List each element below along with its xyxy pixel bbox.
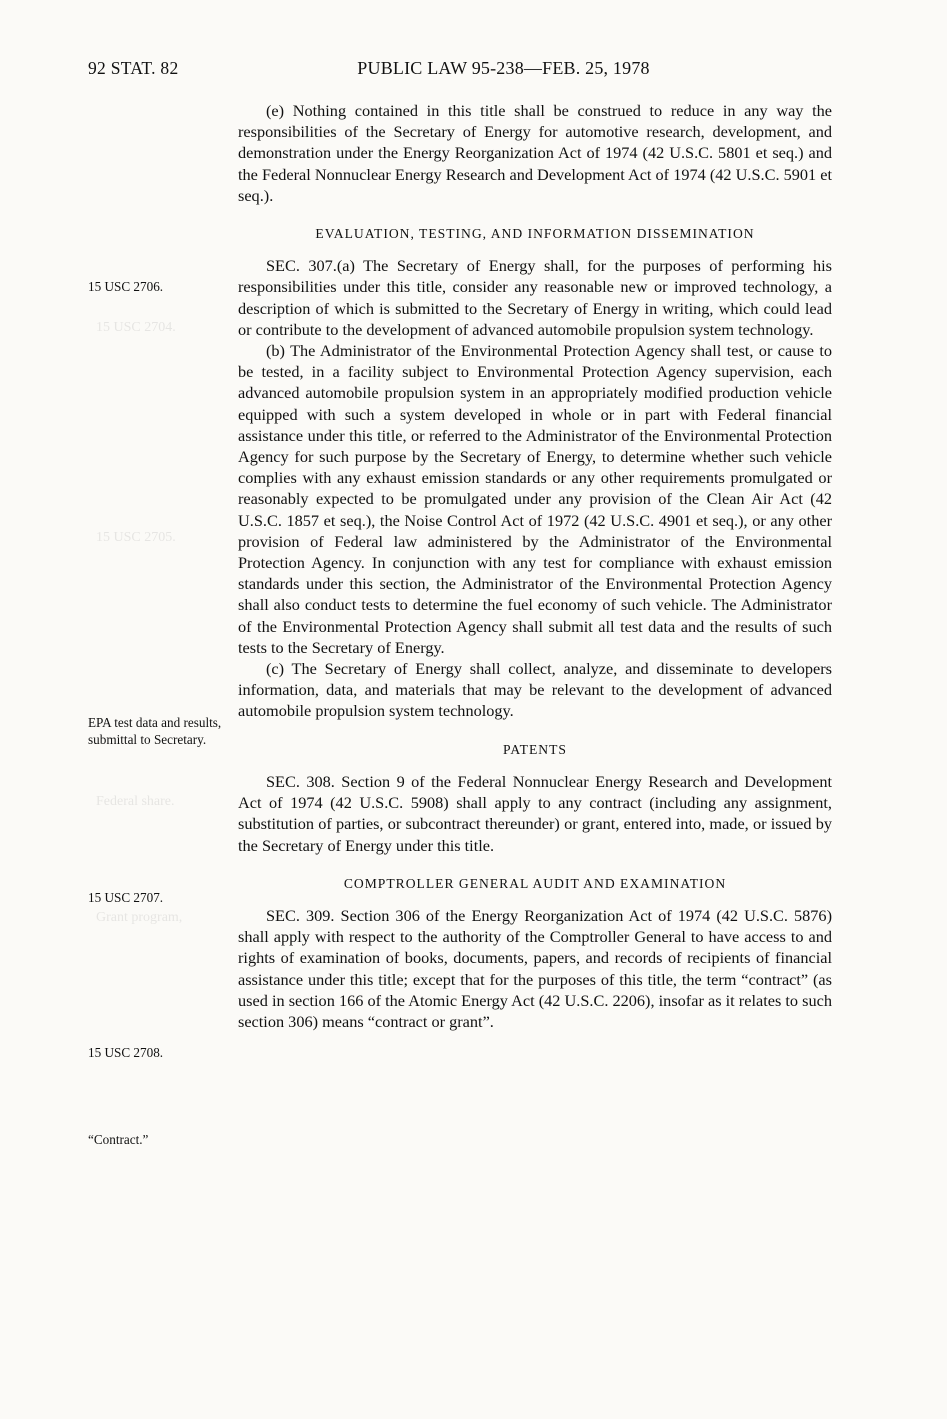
paragraph-e: (e) Nothing contained in this title shall be construed to reduce in any way the responsibilities of the Secretary of Energy for automotive research, development, and demonstration under the Energy Reorganization Act of 1974 (42 U.S.C. 5801 et seq.) and the Federal Nonnuclear Energy Research and Development Act of 1974 (42 U.S.C. 5901 et seq.). <box>238 101 832 205</box>
bleed-through-text: 15 USC 2704. <box>96 320 176 335</box>
paragraph-sec-309 <box>238 905 832 1032</box>
bleed-through-text: Federal share. <box>96 794 175 809</box>
paragraph-sec-307c: (c) The Secretary of Energy shall collect, analyze, and disseminate to developers information, data, and materials that may be relevant to the development of advanced automobile propulsion system technology. <box>238 659 832 721</box>
paragraph-sec-307b: (b) The Administrator of the Environmental Protection Agency shall test, or cause to be tested, in a facility subject to Environmental Protection Agency supervision, each advanced automobile propulsion system in an appropriately modified production vehicle equipped with such a system developed in whole or in part with Federal financial assistance under this title, or referred to the Administrator of the Environmental Protection Agency for such purpose by the Secretary of Energy, to determine whether such vehicle complies with any exhaust emission standards or any other requirements promulgated or reasonably expected to be promulgated under any provision of the Clean Air Act (42 U.S.C. 1857 et seq.), the Noise Control Act of 1972 (42 U.S.C. 4901 et seq.), or any other provision of Federal law administered by the Administrator of the Environmental Protection Agency. In conjunction with any test for compliance with exhaust emission standards under this section, the Administrator of the Environmental Protection Agency shall also conduct tests to determine the fuel economy of such vehicle. The Administrator of the Environmental Protection Agency shall submit all test data and the results of such tests to the Secretary of Energy. <box>238 341 832 657</box>
bleed-through-text: Grant program, <box>96 910 183 925</box>
section-heading-patents: PATENTS <box>503 741 567 757</box>
section-heading-comptroller: COMPTROLLER GENERAL AUDIT AND EXAMINATION <box>343 875 727 891</box>
sec-308-label: SEC. 308. <box>266 771 335 791</box>
bleed-through-text: 15 USC 2705. <box>96 530 176 545</box>
margin-note-15-usc-2708: 15 USC 2708. <box>88 1045 164 1060</box>
page-header <box>88 58 859 84</box>
margin-note-15-usc-2707: 15 USC 2707. <box>88 890 164 905</box>
sec-309-label: SEC. 309. <box>266 905 335 925</box>
paragraph-sec-307a <box>238 255 832 340</box>
statute-citation: 92 STAT. 82 <box>88 58 179 78</box>
paragraph-sec-308 <box>238 771 832 856</box>
sec-307-label: SEC. 307. <box>266 256 337 276</box>
sec-309-text: Section 306 of the Energy Reorganization Act of 1974 (42 U.S.C. 5876) shall apply with respect to the authority of the Comptroller General to have access to and rights of examination of books, documents, papers, and records of recipients of financial assistance under this title; except that for the purposes of this title, the term “contract” (as used in section 166 of the Atomic Energy Act (42 U.S.C. 2206), insofar as it relates to such section 306) means “contract or grant”. <box>238 905 832 1031</box>
section-heading-evaluation: EVALUATION, TESTING, AND INFORMATION DISSEMINATION <box>315 226 755 242</box>
margin-note-epa-test-data: EPA test data and results, submittal to Secretary. <box>88 715 222 747</box>
public-law-title: PUBLIC LAW 95-238—FEB. 25, 1978 <box>357 58 650 78</box>
margin-note-15-usc-2706: 15 USC 2706. <box>88 279 164 294</box>
main-text-column <box>238 100 832 1032</box>
margin-note-contract-definition: “Contract.” <box>88 1132 149 1147</box>
sec-307a-text: (a) The Secretary of Energy shall, for the purposes of performing his responsibilities under this title, consider any reasonable new or improved technology, a description of which is submitted to the Secretary of Energy in writing, which could lead or contribute to the development of advanced automobile propulsion system technology. <box>238 256 832 339</box>
sec-308-text: Section 9 of the Federal Nonnuclear Energy Research and Development Act of 1974 (42 U.S.C. 5908) shall apply to any contract (including any assignment, substitution of parties, or subcontract thereunder) or grant, entered into, made, or issued by the Secretary of Energy under this title. <box>238 771 832 855</box>
